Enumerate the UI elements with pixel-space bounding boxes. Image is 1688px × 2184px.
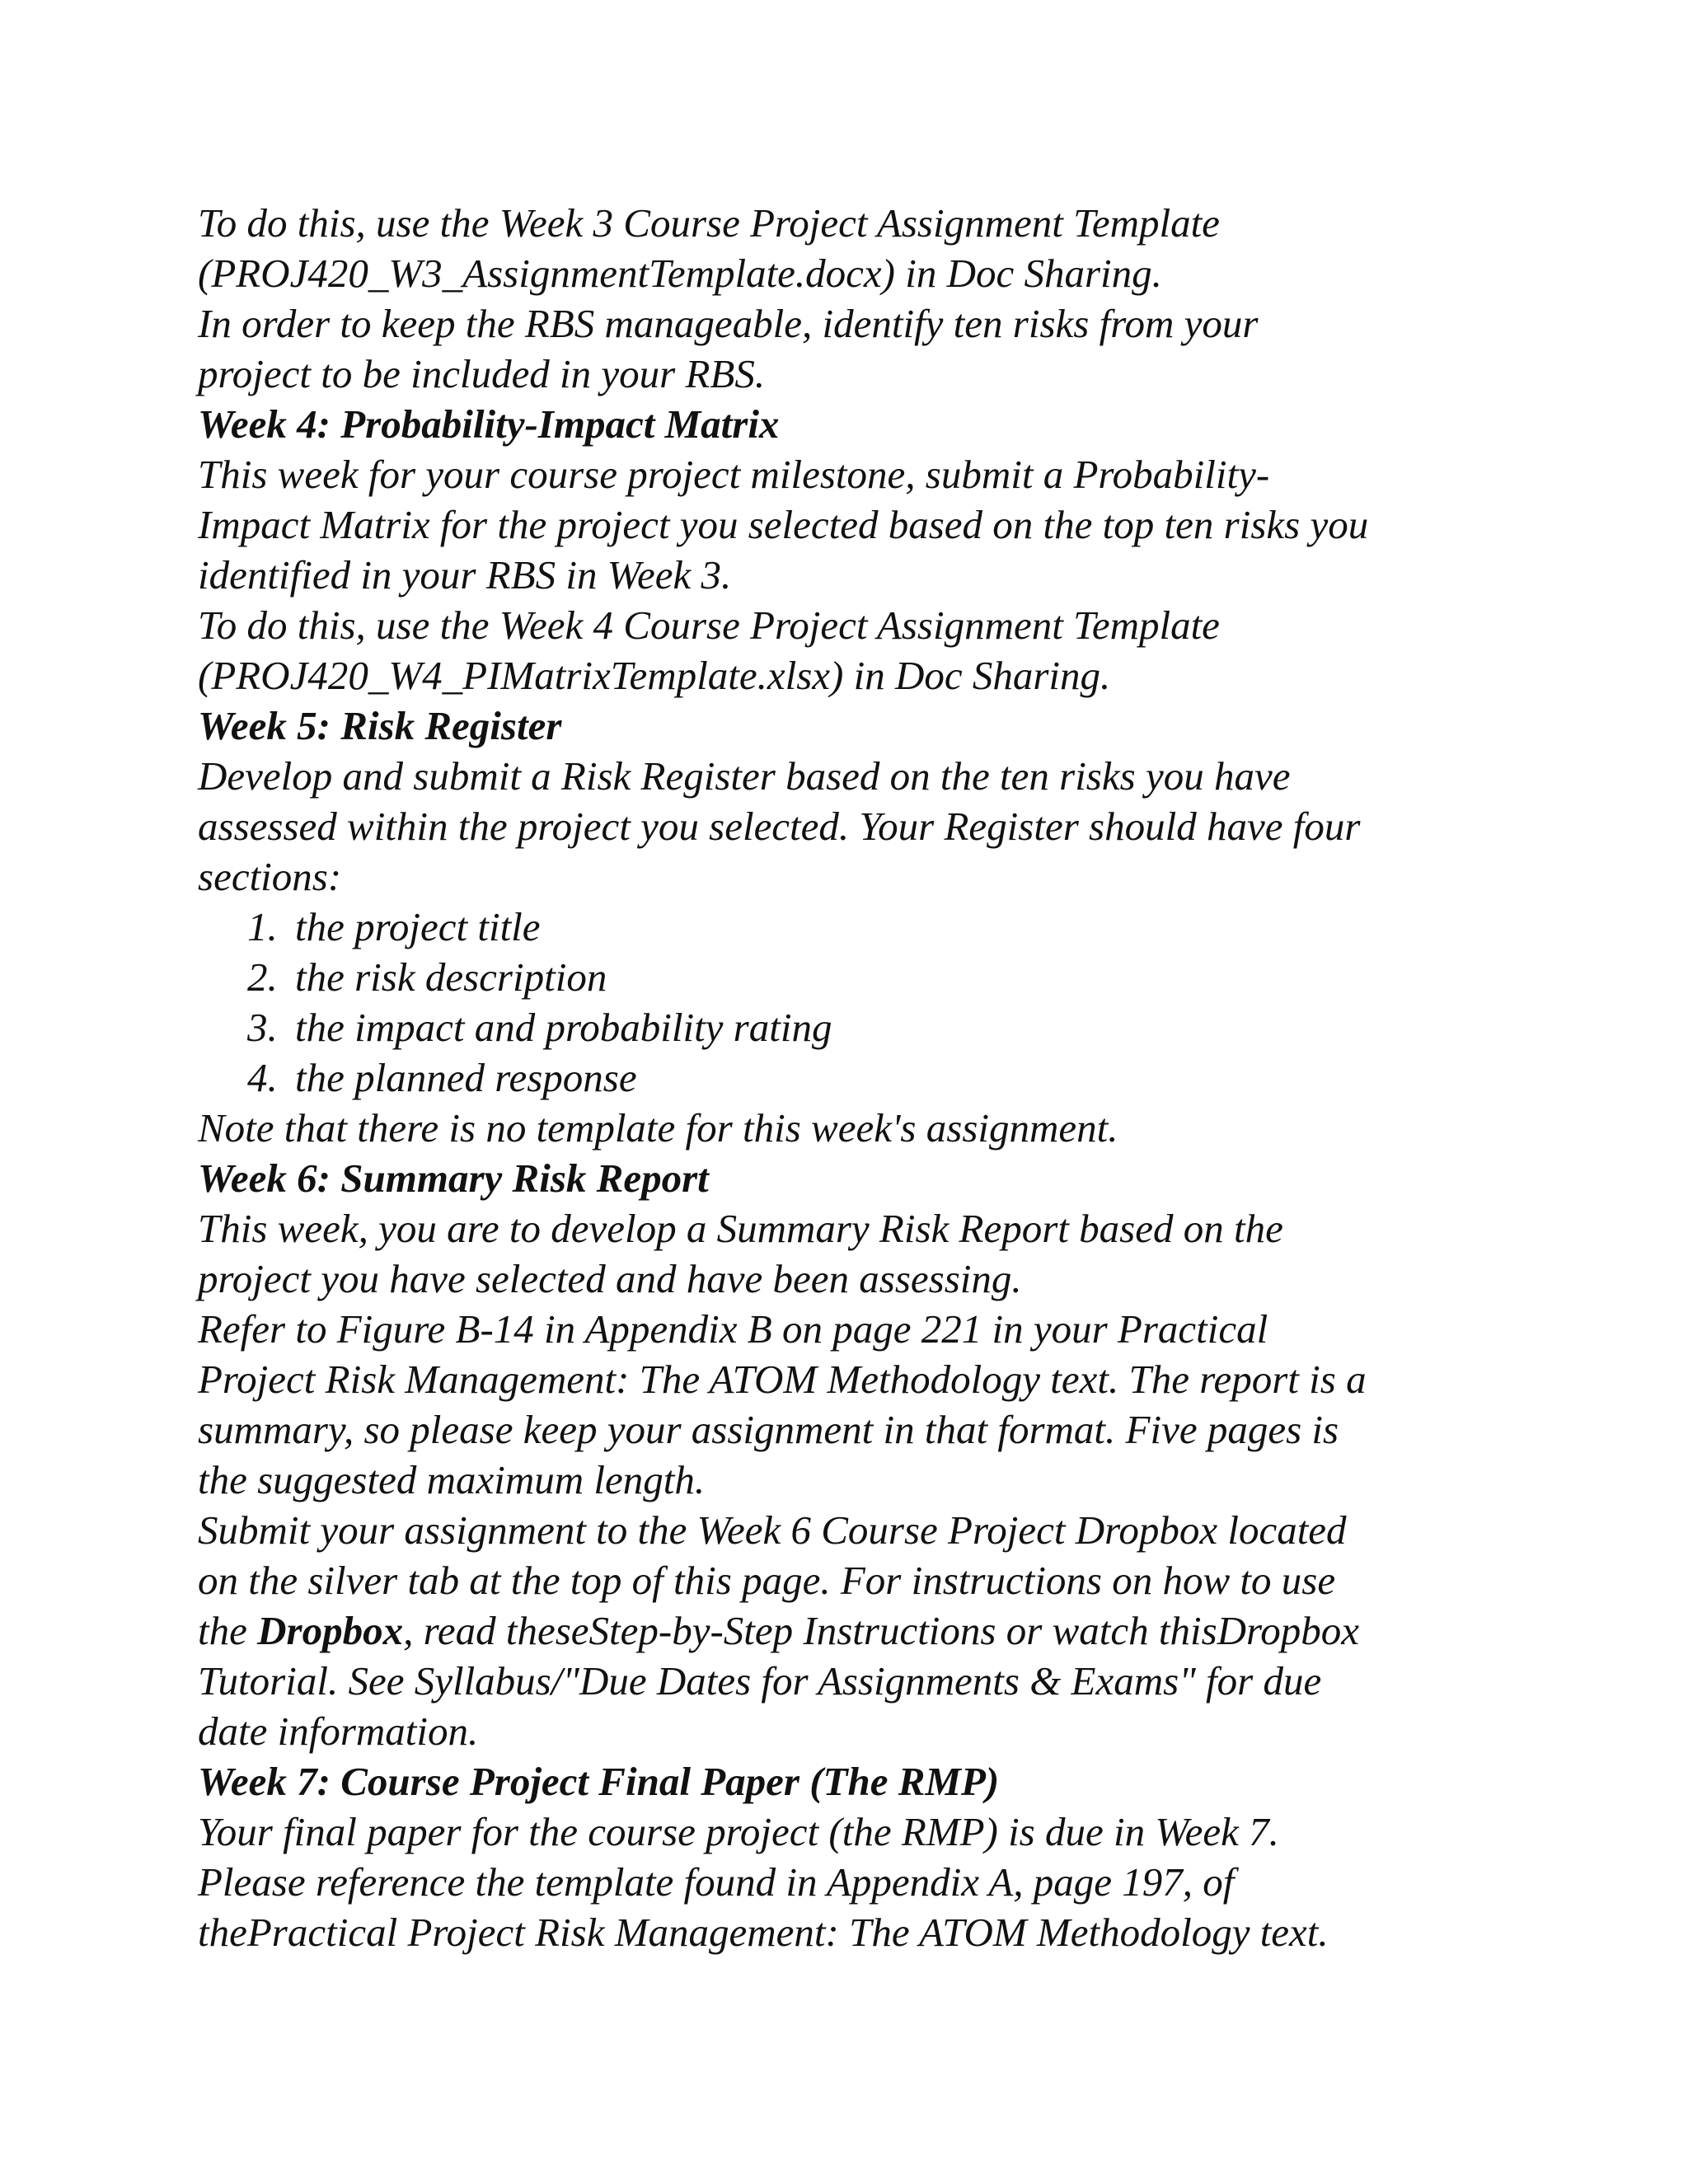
week6-heading: Week 6: Summary Risk Report (198, 1155, 709, 1201)
dropbox-line (198, 1605, 1500, 1656)
week5-note: Note that there is no template for this week's assignment. (198, 1105, 1118, 1151)
paragraph-line: In order to keep the RBS manageable, identify ten risks from your (198, 301, 1259, 346)
list-number: 2. (247, 954, 278, 1000)
list-item (198, 1052, 1500, 1103)
paragraph-line: This week for your course project milestone, submit a Probability- (198, 452, 1270, 497)
paragraph-line: (PROJ420_W3_AssignmentTemplate.docx) in Doc Sharing. (198, 251, 1162, 296)
dropbox-line-prefix: the (198, 1608, 258, 1653)
paragraph-line: To do this, use the Week 4 Course Project Assignment Template (198, 602, 1220, 648)
list-text: the risk description (295, 954, 607, 1000)
paragraph-line: This week, you are to develop a Summary Risk Report based on the (198, 1206, 1283, 1251)
list-number: 4. (247, 1055, 278, 1100)
dropbox-bold-term: Dropbox (257, 1608, 404, 1653)
paragraph-line: Project Risk Management: The ATOM Methodology text. The report is a (198, 1357, 1367, 1402)
list-text: the impact and probability rating (295, 1005, 832, 1050)
paragraph-line: project you have selected and have been assessing. (198, 1256, 1022, 1301)
paragraph-line: (PROJ420_W4_PIMatrixTemplate.xlsx) in Doc Sharing. (198, 653, 1111, 698)
paragraph-line: identified in your RBS in Week 3. (198, 552, 732, 598)
week7-heading: Week 7: Course Project Final Paper (The RMP) (198, 1759, 1000, 1804)
paragraph-line: Tutorial. See Syllabus/"Due Dates for Assignments & Exams" for due (198, 1658, 1322, 1704)
list-item (198, 1002, 1500, 1052)
list-text: the planned response (295, 1055, 637, 1100)
week4-heading: Week 4: Probability-Impact Matrix (198, 401, 780, 447)
paragraph-line: the suggested maximum length. (198, 1457, 706, 1502)
dropbox-line-suffix: , read theseStep-by-Step Instructions or watch thisDropbox (403, 1608, 1360, 1653)
paragraph-line: thePractical Project Risk Management: The ATOM Methodology text. (198, 1910, 1329, 1955)
paragraph-line: Your final paper for the course project (the RMP) is due in Week 7. (198, 1809, 1279, 1854)
week5-heading: Week 5: Risk Register (198, 703, 562, 748)
paragraph-line: project to be included in your RBS. (198, 351, 766, 396)
list-number: 1. (247, 904, 278, 949)
list-item (198, 952, 1500, 1002)
paragraph-line: sections: (198, 854, 342, 899)
paragraph-line: Develop and submit a Risk Register based on the ten risks you have (198, 753, 1291, 799)
list-item (198, 902, 1500, 952)
list-text: the project title (295, 904, 541, 949)
document-page (198, 198, 1500, 1957)
list-number: 3. (247, 1005, 278, 1050)
paragraph-line: Submit your assignment to the Week 6 Course Project Dropbox located (198, 1507, 1347, 1553)
paragraph-line: Impact Matrix for the project you selected based on the top ten risks you (198, 502, 1369, 547)
paragraph-line: date information. (198, 1708, 479, 1754)
paragraph-line: Refer to Figure B-14 in Appendix B on page 221 in your Practical (198, 1306, 1268, 1352)
paragraph-line: assessed within the project you selected. Your Register should have four (198, 804, 1361, 849)
paragraph-line: on the silver tab at the top of this page. For instructions on how to use (198, 1558, 1336, 1603)
paragraph-line: To do this, use the Week 3 Course Project Assignment Template (198, 200, 1220, 246)
paragraph-line: Please reference the template found in Appendix A, page 197, of (198, 1859, 1235, 1905)
paragraph-line: summary, so please keep your assignment in that format. Five pages is (198, 1407, 1339, 1452)
